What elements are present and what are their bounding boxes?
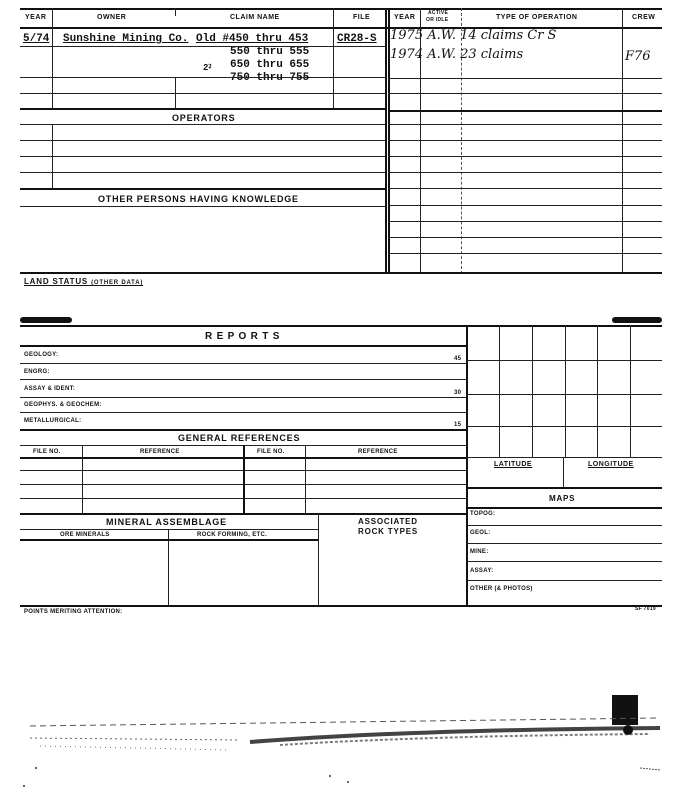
- rock-forming-label: ROCK FORMING, ETC.: [197, 532, 268, 538]
- maps-mine: MINE:: [470, 549, 489, 555]
- scan-mark-right: [612, 317, 662, 323]
- ref-reference-1: REFERENCE: [140, 449, 180, 455]
- header-year-2: YEAR: [394, 14, 416, 21]
- maps-assay: ASSAY:: [470, 568, 494, 574]
- general-references-heading: GENERAL REFERENCES: [178, 433, 301, 443]
- mineral-assemblage-heading: MINERAL ASSEMBLAGE: [106, 517, 227, 527]
- claim-line-4: 750 thru 755: [230, 72, 310, 84]
- header-or-idle: OR IDLE: [426, 17, 449, 23]
- scan-mark-left: [20, 317, 72, 323]
- report-geology-label: GEOLOGY:: [24, 352, 59, 358]
- ref-file-no-1: FILE NO.: [33, 449, 61, 455]
- report-geology-num: 45: [454, 356, 462, 362]
- longitude-label: LONGITUDE: [588, 461, 634, 468]
- associated-rock-types-1: ASSOCIATED: [358, 517, 418, 526]
- header-active: ACTIVE: [428, 10, 449, 16]
- land-status-sub: (OTHER DATA): [91, 280, 144, 286]
- ref-file-no-2: FILE NO.: [257, 449, 285, 455]
- claim-line-3: 650 thru 655: [230, 59, 310, 71]
- associated-rock-types-2: ROCK TYPES: [358, 527, 419, 536]
- scan-noise: [0, 690, 678, 800]
- report-geophys-label: GEOPHYS. & GEOCHEM:: [24, 402, 102, 408]
- marginal-mark: 2⁲: [203, 63, 212, 73]
- entry-file: CR28-S: [337, 33, 377, 45]
- maps-geol: GEOL:: [470, 530, 491, 536]
- land-status-label: LAND STATUS: [24, 277, 89, 286]
- header-file: FILE: [353, 14, 371, 21]
- report-assay-label: ASSAY & IDENT:: [24, 386, 76, 392]
- report-metallurgical-label: METALLURGICAL:: [24, 418, 82, 424]
- land-status-heading: [24, 277, 143, 286]
- report-assay-num: 30: [454, 390, 462, 396]
- operators-heading: OPERATORS: [172, 113, 236, 123]
- handwritten-line-1: 1975 A.W. 14 claims Cr S: [390, 28, 557, 43]
- ore-minerals-label: ORE MINERALS: [60, 532, 110, 538]
- ref-reference-2: REFERENCE: [358, 449, 398, 455]
- other-persons-heading: OTHER PERSONS HAVING KNOWLEDGE: [98, 194, 299, 204]
- header-claim-name: CLAIM NAME: [230, 14, 280, 21]
- handwritten-line-2: 1974 A.W. 23 claims: [390, 47, 524, 62]
- header-year: YEAR: [25, 14, 47, 21]
- report-metallurgical-num: 15: [454, 422, 462, 428]
- entry-date: 5/74: [23, 33, 50, 45]
- report-engrg-label: ENGRG:: [24, 369, 50, 375]
- entry-owner: Sunshine Mining Co.: [63, 33, 189, 45]
- points-meriting-attention: POINTS MERITING ATTENTION:: [24, 609, 123, 615]
- form-number: SF 7019: [635, 606, 657, 612]
- claim-line-1: Old #450 thru 453: [196, 33, 309, 45]
- maps-heading: MAPS: [549, 494, 576, 503]
- maps-other: OTHER (& PHOTOS): [470, 586, 533, 592]
- claim-line-2: 550 thru 555: [230, 46, 310, 58]
- header-owner: OWNER: [97, 14, 127, 21]
- maps-topog: TOPOG:: [470, 511, 496, 517]
- handwritten-crew: F76: [625, 49, 651, 64]
- reports-heading: R E P O R T S: [205, 331, 281, 342]
- latitude-label: LATITUDE: [494, 461, 533, 468]
- header-type-of-operation: TYPE OF OPERATION: [496, 14, 578, 21]
- header-crew: CREW: [632, 14, 656, 21]
